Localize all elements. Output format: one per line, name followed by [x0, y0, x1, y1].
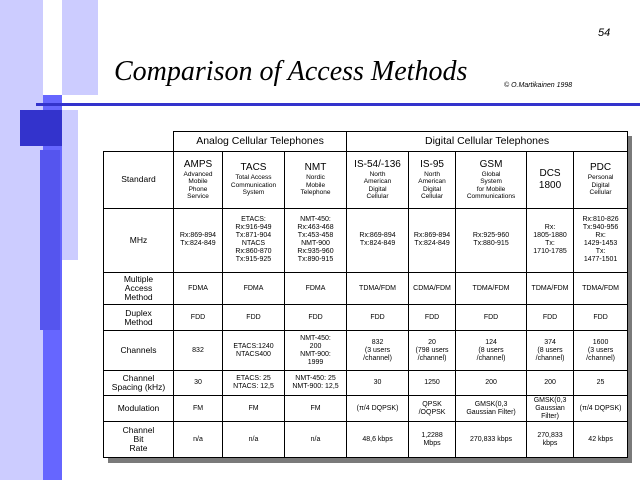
standard-description: Advanced Mobile Phone Service [183, 170, 213, 201]
corner-cell [104, 132, 174, 152]
copyright-note: © O.Martikainen 1998 [504, 82, 573, 89]
row-label: Channels [104, 331, 174, 371]
table-cell: Rx:869-894 Tx:824-849 [347, 208, 409, 273]
table-cell: 30 [174, 370, 223, 395]
table-cell: Rx:810-826 Tx:940-956 Rx: 1429-1453 Tx: 1477-1501 [574, 208, 628, 273]
table-cell: Rx: 1805-1880 Tx: 1710-1785 [527, 208, 574, 273]
standard-row [104, 151, 628, 208]
table-cell: (π/4 DQPSK) [347, 396, 409, 422]
table-cell: TDMA/FDM [456, 273, 527, 304]
table-cell: ETACS: Rx:916-949 Tx:871-904 NTACS Rx:860-870 Tx:915-925 [223, 208, 285, 273]
table-cell: CDMA/FDM [409, 273, 456, 304]
decor-bar-mid [20, 110, 64, 146]
standard-name: NMT [304, 162, 327, 174]
table-cell: NMT-450: 200 NMT-900: 1999 [285, 331, 347, 371]
standard-description: Nordic Mobile Telephone [300, 174, 331, 197]
table-cell: 1600 (3 users /channel) [574, 331, 628, 371]
table-cell: 48,6 kbps [347, 422, 409, 458]
decor-bar-lower [40, 150, 60, 330]
table-cell: n/a [223, 422, 285, 458]
slide-title: Comparison of Access Methods [114, 56, 468, 87]
table-cell: 832 [174, 331, 223, 371]
table-cell: n/a [174, 422, 223, 458]
standard-cell [174, 151, 223, 208]
standard-name: TACS [240, 162, 267, 174]
table-cell: TDMA/FDM [527, 273, 574, 304]
standard-name: IS-54/-136 [354, 158, 401, 170]
table-cell: 20 (798 users /channel) [409, 331, 456, 371]
standard-cell [223, 151, 285, 208]
table-cell: FDD [347, 304, 409, 330]
table-row [104, 331, 628, 371]
decor-bar-right [62, 110, 78, 260]
table-cell: 270,833 kbps [456, 422, 527, 458]
standard-name: DCS 1800 [538, 167, 562, 191]
row-label: Modulation [104, 396, 174, 422]
table-row [104, 422, 628, 458]
decor-bar-top [62, 0, 98, 95]
standard-description: Total Access Communication System [230, 174, 277, 197]
table-cell: FDD [527, 304, 574, 330]
table-cell: FDMA [174, 273, 223, 304]
standard-name: GSM [479, 158, 503, 170]
standard-name: AMPS [183, 158, 213, 170]
table-row [104, 370, 628, 395]
standard-name: IS-95 [420, 158, 444, 170]
table-cell: FDD [174, 304, 223, 330]
standard-cell [409, 151, 456, 208]
table-cell: NMT-450: 25 NMT-900: 12,5 [285, 370, 347, 395]
table-cell: NMT-450: Rx:463-468 Tx:453-458 NMT-900 Rx:935-960 Tx:890-915 [285, 208, 347, 273]
table-cell: Rx:869-894 Tx:824-849 [174, 208, 223, 273]
table-row [104, 208, 628, 273]
table-cell: FDMA [223, 273, 285, 304]
table-cell: 1250 [409, 370, 456, 395]
table-cell: GMSK(0,3 Gaussian Filter) [527, 396, 574, 422]
table-cell: 832 (3 users /channel) [347, 331, 409, 371]
table-cell: FDD [574, 304, 628, 330]
table-cell: FDD [223, 304, 285, 330]
standard-description: North American Digital Cellular [418, 170, 446, 201]
group-header-row [104, 132, 628, 152]
table-cell: TDMA/FDM [347, 273, 409, 304]
comparison-table [103, 131, 628, 458]
table-cell: FDD [285, 304, 347, 330]
table-cell: GMSK(0,3 Gaussian Filter) [456, 396, 527, 422]
group-header-analog: Analog Cellular Telephones [174, 132, 347, 152]
title-rule [36, 103, 640, 106]
table-cell: TDMA/FDM [574, 273, 628, 304]
table-cell: 25 [574, 370, 628, 395]
table-row [104, 273, 628, 304]
table-cell: 30 [347, 370, 409, 395]
table-cell: 270,833 kbps [527, 422, 574, 458]
standard-cell [527, 151, 574, 208]
table-cell: FM [223, 396, 285, 422]
table-cell: 374 (8 users /channel) [527, 331, 574, 371]
table-cell: FDD [456, 304, 527, 330]
table-row [104, 396, 628, 422]
row-label-standard: Standard [104, 151, 174, 208]
table-cell: n/a [285, 422, 347, 458]
standard-cell [574, 151, 628, 208]
table-cell: FDMA [285, 273, 347, 304]
table-cell: 200 [456, 370, 527, 395]
table-cell: QPSK /OQPSK [409, 396, 456, 422]
table-cell: Rx:925-960 Tx:880-915 [456, 208, 527, 273]
table-cell: FDD [409, 304, 456, 330]
table-cell: (π/4 DQPSK) [574, 396, 628, 422]
group-header-digital: Digital Cellular Telephones [347, 132, 628, 152]
decor-bar-light [0, 0, 43, 480]
table-cell: ETACS:1240 NTACS400 [223, 331, 285, 371]
table-row [104, 304, 628, 330]
row-label: Multiple Access Method [104, 273, 174, 304]
row-label: MHz [104, 208, 174, 273]
row-label: Channel Spacing (kHz) [104, 370, 174, 395]
table-cell: 200 [527, 370, 574, 395]
table-cell: FM [174, 396, 223, 422]
slide-number: 54 [598, 27, 611, 39]
row-label: Duplex Method [104, 304, 174, 330]
standard-name: PDC [590, 162, 612, 174]
table-cell: FM [285, 396, 347, 422]
table-cell: 42 kbps [574, 422, 628, 458]
row-label: Channel Bit Rate [104, 422, 174, 458]
standard-cell [285, 151, 347, 208]
standard-cell [456, 151, 527, 208]
standard-description: Personal Digital Cellular [587, 174, 614, 197]
table-cell: 124 (8 users /channel) [456, 331, 527, 371]
table-cell: Rx:869-894 Tx:824-849 [409, 208, 456, 273]
standard-cell [347, 151, 409, 208]
table-cell: ETACS: 25 NTACS: 12,5 [223, 370, 285, 395]
standard-description: Global System for Mobile Communications [466, 170, 516, 201]
table-cell: 1,2288 Mbps [409, 422, 456, 458]
standard-description: North American Digital Cellular [363, 170, 392, 201]
